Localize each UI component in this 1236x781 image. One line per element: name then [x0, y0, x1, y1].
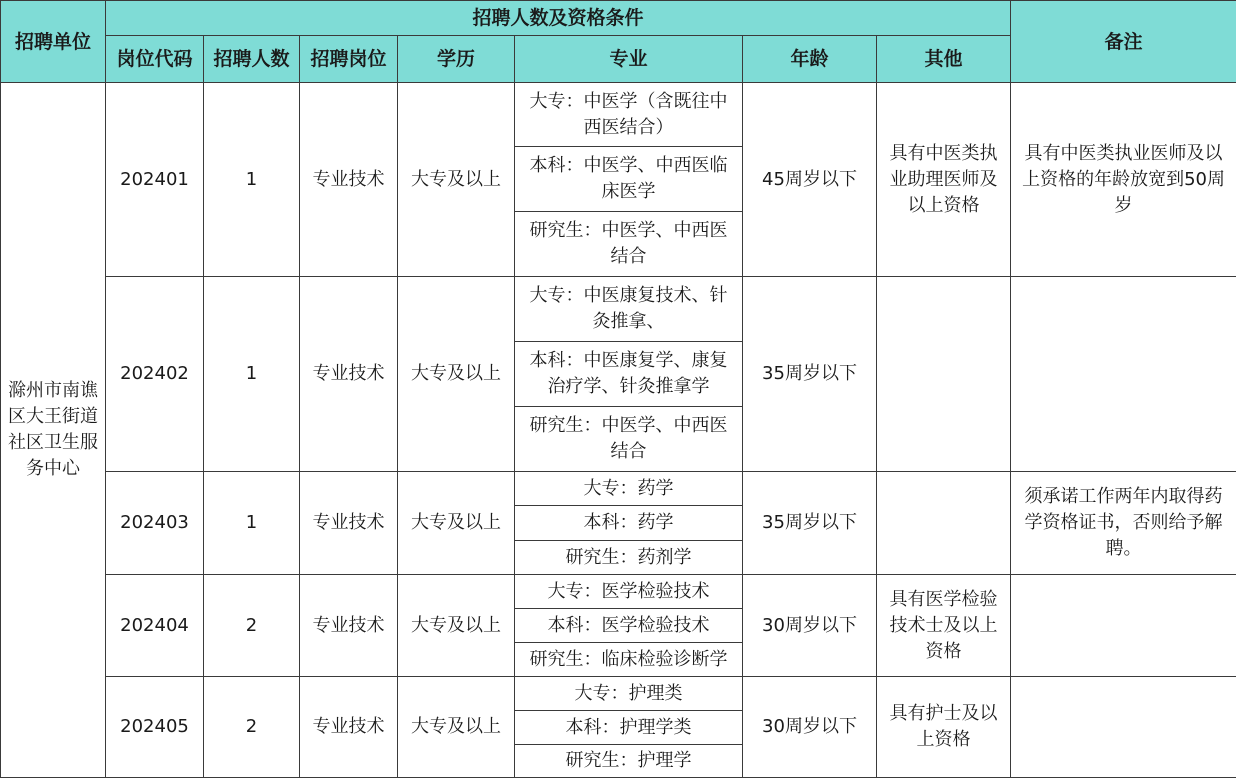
major-item: 大专：中医学（含既往中西医结合）: [515, 83, 743, 147]
major-item: 本科：护理学类: [515, 711, 743, 745]
position-type: 专业技术: [300, 472, 398, 575]
header-group: 招聘人数及资格条件: [106, 1, 1011, 36]
other-requirement: 具有护士及以上资格: [877, 677, 1011, 778]
education: 大专及以上: [398, 472, 515, 575]
age-limit: 30周岁以下: [743, 677, 877, 778]
age-limit: 35周岁以下: [743, 472, 877, 575]
remarks: [1011, 677, 1236, 778]
table-row: [1, 677, 1236, 711]
position-type: 专业技术: [300, 277, 398, 472]
major-item: 研究生：中医学、中西医结合: [515, 212, 743, 277]
position-type: 专业技术: [300, 677, 398, 778]
other-requirement: [877, 472, 1011, 575]
position-type: 专业技术: [300, 575, 398, 677]
age-limit: 45周岁以下: [743, 83, 877, 277]
table-row: [1, 83, 1236, 147]
position-code: 202402: [106, 277, 204, 472]
header-other: 其他: [877, 36, 1011, 83]
header-age: 年龄: [743, 36, 877, 83]
header-education: 学历: [398, 36, 515, 83]
education: 大专及以上: [398, 677, 515, 778]
position-code: 202403: [106, 472, 204, 575]
header-position: 招聘岗位: [300, 36, 398, 83]
age-limit: 35周岁以下: [743, 277, 877, 472]
other-requirement: [877, 277, 1011, 472]
header-count: 招聘人数: [204, 36, 300, 83]
education: 大专及以上: [398, 575, 515, 677]
major-item: 本科：药学: [515, 506, 743, 541]
other-requirement: 具有医学检验技术士及以上资格: [877, 575, 1011, 677]
other-requirement: 具有中医类执业助理医师及以上资格: [877, 83, 1011, 277]
position-code: 202401: [106, 83, 204, 277]
remarks: [1011, 277, 1236, 472]
header-remarks: 备注: [1011, 1, 1236, 83]
header-unit: 招聘单位: [1, 1, 106, 83]
education: 大专及以上: [398, 277, 515, 472]
major-item: 大专：药学: [515, 472, 743, 506]
headcount: 1: [204, 472, 300, 575]
education: 大专及以上: [398, 83, 515, 277]
remarks: 须承诺工作两年内取得药学资格证书，否则给予解聘。: [1011, 472, 1236, 575]
position-type: 专业技术: [300, 83, 398, 277]
age-limit: 30周岁以下: [743, 575, 877, 677]
major-item: 研究生：护理学: [515, 745, 743, 778]
major-item: 大专：医学检验技术: [515, 575, 743, 609]
headcount: 2: [204, 677, 300, 778]
headcount: 2: [204, 575, 300, 677]
position-code: 202405: [106, 677, 204, 778]
table-row: [1, 472, 1236, 506]
headcount: 1: [204, 277, 300, 472]
remarks: [1011, 575, 1236, 677]
major-item: 研究生：药剂学: [515, 541, 743, 575]
table-row: [1, 277, 1236, 342]
major-item: 研究生：中医学、中西医结合: [515, 407, 743, 472]
recruiting-unit: 滁州市南谯区大王街道社区卫生服务中心: [1, 83, 106, 778]
table-row: [1, 575, 1236, 609]
major-item: 本科：中医康复学、康复治疗学、针灸推拿学: [515, 342, 743, 407]
major-item: 大专：护理类: [515, 677, 743, 711]
major-item: 本科：中医学、中西医临床医学: [515, 147, 743, 212]
header-major: 专业: [515, 36, 743, 83]
headcount: 1: [204, 83, 300, 277]
major-item: 研究生：临床检验诊断学: [515, 643, 743, 677]
remarks: 具有中医类执业医师及以上资格的年龄放宽到50周岁: [1011, 83, 1236, 277]
header-code: 岗位代码: [106, 36, 204, 83]
major-item: 大专：中医康复技术、针灸推拿、: [515, 277, 743, 342]
position-code: 202404: [106, 575, 204, 677]
major-item: 本科：医学检验技术: [515, 609, 743, 643]
